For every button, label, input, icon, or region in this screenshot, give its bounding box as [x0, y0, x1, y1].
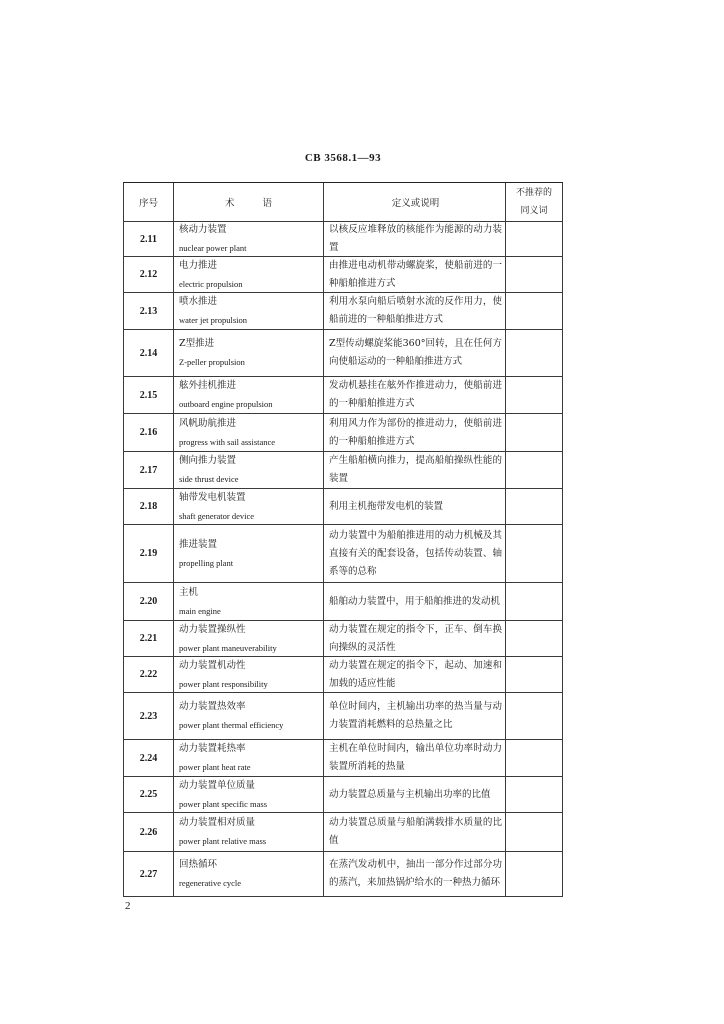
term-cell: [174, 583, 324, 620]
term-english: power plant specific mass: [179, 798, 268, 809]
term-number: 2.19: [124, 525, 174, 582]
term-english: water jet propulsion: [179, 315, 247, 325]
definition-cell: [324, 257, 506, 292]
term-number: 2.18: [124, 489, 174, 524]
definition-cell: [324, 293, 506, 329]
synonym-cell: [506, 583, 562, 620]
term-cell: [174, 330, 324, 376]
term-number: 2.13: [124, 293, 174, 329]
definition-text: 动力装置总质量与主机输出功率的比值: [329, 788, 491, 800]
synonym-cell: [506, 525, 562, 582]
term-cell: [174, 740, 324, 776]
definition-cell: [324, 377, 506, 413]
definition-cell: [324, 452, 506, 488]
definition-cell: [324, 813, 506, 851]
term-english: electric propulsion: [179, 278, 243, 289]
term-number: 2.23: [124, 693, 174, 739]
table-row: [124, 222, 562, 257]
term-number: 2.21: [124, 621, 174, 656]
term-chinese: 舷外挂机推进: [179, 380, 237, 391]
table-row: [124, 377, 562, 414]
term-cell: [174, 452, 324, 488]
term-number: 2.11: [124, 222, 174, 256]
table-row: [124, 813, 562, 852]
definition-cell: [324, 777, 506, 812]
term-cell: [174, 777, 324, 812]
term-number: 2.22: [124, 657, 174, 692]
term-chinese: Z型推进: [179, 338, 215, 349]
page-number: 2: [125, 900, 131, 912]
table-header-row: [124, 183, 562, 222]
column-header-synonym-cell: [506, 183, 562, 221]
synonym-cell: [506, 693, 562, 739]
terminology-table: [123, 182, 563, 897]
term-english: side thrust device: [179, 474, 239, 484]
table-row: [124, 740, 562, 777]
term-chinese: 风帆助航推进: [179, 417, 237, 429]
term-english: shaft generator device: [179, 510, 255, 521]
definition-text: 以核反应堆释放的核能作为能源的动力装置: [329, 224, 502, 253]
definition-text: 产生船舶横向推力，提高船舶操纵性能的装置: [329, 455, 502, 484]
definition-cell: [324, 525, 506, 582]
table-row: [124, 525, 562, 583]
synonym-cell: [506, 293, 562, 329]
definition-cell: [324, 583, 506, 620]
definition-cell: [324, 330, 506, 376]
term-cell: [174, 657, 324, 692]
term-english: power plant thermal efficiency: [179, 720, 284, 730]
term-chinese: 动力装置耗热率: [179, 743, 246, 754]
definition-cell: [324, 693, 506, 739]
definition-cell: [324, 489, 506, 524]
table-row: [124, 414, 562, 452]
definition-cell: [324, 657, 506, 692]
synonym-cell: [506, 777, 562, 812]
definition-text: 动力装置在规定的指令下，起动、加速和加载的适应性能: [329, 659, 502, 689]
synonym-cell: [506, 377, 562, 413]
term-english: Z-peller propulsion: [179, 357, 245, 367]
term-chinese: 动力装置热效率: [179, 701, 246, 712]
term-number: 2.16: [124, 414, 174, 451]
column-header-synonym-line2: 同义词: [520, 206, 548, 216]
term-chinese: 轴带发电机装置: [179, 491, 246, 503]
term-number: 2.12: [124, 257, 174, 292]
table-row: [124, 293, 562, 330]
column-header-term: 术语: [224, 198, 300, 209]
term-number: 2.15: [124, 377, 174, 413]
term-chinese: 回热循环: [179, 859, 218, 870]
term-english: main engine: [179, 605, 221, 616]
term-english: nuclear power plant: [179, 243, 247, 253]
table-row: [124, 657, 562, 693]
column-header-synonym-line1: 不推荐的: [515, 188, 552, 198]
definition-cell: [324, 222, 506, 256]
term-english: outboard engine propulsion: [179, 399, 273, 409]
definition-text: 单位时间内，主机输出功率的热当量与动力装置消耗燃料的总热量之比: [329, 701, 502, 730]
term-cell: [174, 621, 324, 656]
term-chinese: 喷水推进: [179, 296, 218, 307]
term-number: 2.24: [124, 740, 174, 776]
synonym-cell: [506, 489, 562, 524]
definition-text: 主机在单位时间内，输出单位功率时动力装置所消耗的热量: [329, 743, 502, 772]
table-row: [124, 257, 562, 293]
definition-cell: [324, 621, 506, 656]
term-chinese: 动力装置相对质量: [179, 817, 256, 828]
definition-text: 在蒸汽发动机中，抽出一部分作过部分功的蒸汽，来加热锅炉给水的一种热力循环: [329, 859, 502, 888]
definition-cell: [324, 414, 506, 451]
term-cell: [174, 852, 324, 896]
synonym-cell: [506, 740, 562, 776]
synonym-cell: [506, 222, 562, 256]
column-header-number: 序号: [124, 183, 174, 221]
definition-cell: [324, 740, 506, 776]
term-cell: [174, 693, 324, 739]
term-number: 2.27: [124, 852, 174, 896]
definition-text: 动力装置中为船舶推进用的动力机械及其直接有关的配套设备，包括传动装置、轴系等的总称: [329, 529, 502, 577]
table-row: [124, 452, 562, 489]
term-english: progress with sail assistance: [179, 436, 276, 447]
synonym-cell: [506, 452, 562, 488]
term-cell: [174, 813, 324, 851]
definition-text: 利用水泵向船后喷射水流的反作用力，使船前进的一种船舶推进方式: [329, 296, 502, 325]
definition-cell: [324, 852, 506, 896]
term-cell: [174, 257, 324, 292]
term-chinese: 动力装置单位质量: [179, 779, 256, 791]
term-chinese: 动力装置机动性: [179, 659, 246, 671]
table-row: [124, 583, 562, 621]
synonym-cell: [506, 257, 562, 292]
term-cell: [174, 293, 324, 329]
term-number: 2.26: [124, 813, 174, 851]
term-chinese: 核动力装置: [179, 224, 227, 235]
term-cell: [174, 489, 324, 524]
term-english: power plant relative mass: [179, 836, 267, 846]
definition-text: Z型传动螺旋桨能360°回转，且在任何方向使船运动的一种船舶推进方式: [329, 338, 502, 367]
term-cell: [174, 525, 324, 582]
definition-text: 船舶动力装置中，用于船舶推进的发动机: [329, 595, 501, 607]
term-cell: [174, 222, 324, 256]
definition-text: 利用主机拖带发电机的装置: [329, 500, 444, 512]
term-number: 2.17: [124, 452, 174, 488]
table-row: [124, 852, 562, 897]
column-header-definition-cell: [324, 183, 506, 221]
synonym-cell: [506, 414, 562, 451]
term-english: regenerative cycle: [179, 878, 242, 888]
term-number: 2.25: [124, 777, 174, 812]
term-english: power plant responsibility: [179, 678, 268, 689]
table-row: [124, 693, 562, 740]
term-number: 2.20: [124, 583, 174, 620]
definition-text: 动力装置总质量与船舶满载排水质量的比值: [329, 817, 502, 846]
synonym-cell: [506, 330, 562, 376]
term-chinese: 主机: [179, 586, 199, 598]
synonym-cell: [506, 813, 562, 851]
term-cell: [174, 377, 324, 413]
term-chinese: 动力装置操纵性: [179, 623, 246, 635]
term-chinese: 电力推进: [179, 259, 218, 271]
term-english: power plant maneuverability: [179, 642, 277, 653]
definition-text: 利用风力作为部份的推进动力，使船前进的一种船舶推进方式: [329, 417, 502, 447]
column-header-definition: 定义或说明: [391, 198, 440, 209]
term-number: 2.14: [124, 330, 174, 376]
term-chinese: 推进装置: [179, 538, 218, 550]
table-row: [124, 777, 562, 813]
definition-text: 由推进电动机带动螺旋桨，使船前进的一种船舶推进方式: [329, 259, 502, 289]
definition-text: 动力装置在规定的指令下，正车、倒车换向操纵的灵活性: [329, 623, 502, 653]
synonym-cell: [506, 621, 562, 656]
table-row: [124, 489, 562, 525]
synonym-cell: [506, 657, 562, 692]
document-code: CB 3568.1—93: [304, 152, 382, 164]
table-row: [124, 330, 562, 377]
synonym-cell: [506, 852, 562, 896]
term-cell: [174, 414, 324, 451]
definition-text: 发动机悬挂在舷外作推进动力，使船前进的一种船舶推进方式: [329, 380, 502, 409]
term-english: power plant heat rate: [179, 762, 251, 772]
table-row: [124, 621, 562, 657]
term-english: propelling plant: [179, 557, 234, 568]
column-header-term-cell: [174, 183, 324, 221]
term-chinese: 侧向推力装置: [179, 455, 237, 466]
